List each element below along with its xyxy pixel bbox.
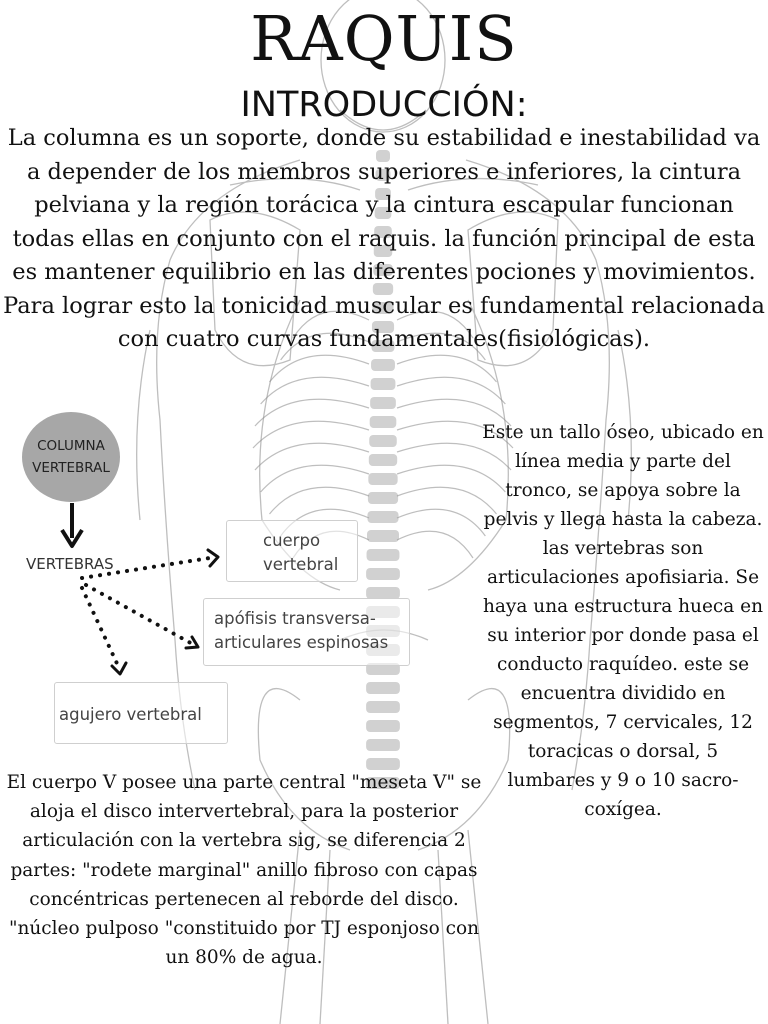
- circle-label-line2: VERTEBRAL: [32, 460, 110, 476]
- page-title: RAQUIS: [250, 2, 518, 75]
- vertebra-shape: [368, 473, 397, 485]
- rib-shape: [261, 377, 369, 404]
- bottom-paragraph: El cuerpo V posee una parte central "meseta V" se aloja el disco intervertebral, para la posterior articulación con la vertebra sig, se diferencia 2 partes: "rodete marginal" anillo fibroso con capas concéntricas pertenecen al reborde del disco. "núcleo pulposo "constituido por TJ esponjoso con un 80% de agua.: [6, 772, 482, 969]
- vertebra-shape: [369, 435, 397, 447]
- vertebra-shape: [366, 682, 400, 694]
- columna-vertebral-circle: [22, 412, 120, 502]
- apofisis-line2: articulares espinosas: [214, 633, 389, 652]
- cuerpo-line1: cuerpo: [263, 531, 321, 550]
- vertebra-shape: [369, 454, 397, 466]
- vertebra-shape: [366, 720, 400, 732]
- section-heading: INTRODUCCIÓN:: [240, 85, 528, 125]
- vertebra-shape: [367, 549, 400, 561]
- apofisis-box: [203, 598, 410, 666]
- rib-shape: [397, 531, 473, 558]
- vertebras-label: VERTEBRAS: [26, 555, 114, 573]
- apofisis-line1: apófisis transversa-: [214, 609, 376, 628]
- cuerpo-line2: vertebral: [263, 555, 339, 574]
- vertebra-shape: [370, 397, 396, 409]
- circle-label-line1: COLUMNA: [37, 438, 105, 454]
- vertebra-shape: [367, 530, 399, 542]
- rib-shape: [397, 509, 485, 536]
- rib-shape: [269, 355, 369, 382]
- agujero-vertebral-box: agujero vertebral: [54, 682, 228, 744]
- intro-paragraph: La columna es un soporte, donde su estabilidad e inestabilidad va a depender de los miembros superiores e inferiores, la cintura pelviana y la región torácica y la cintura escapular funcionan todas ellas en conjunto con el raquis. la función principal de esta es mantener equilibrio en las diferentes pociones y movimientos. Para lograr esto la tonicidad muscular es fundamental relacionada con cuatro curvas fundamentales(fisiológicas).: [3, 125, 765, 352]
- vertebra-shape: [370, 416, 397, 428]
- vertebra-shape: [366, 701, 400, 713]
- vertebra-shape: [367, 511, 398, 523]
- vertebra-shape: [366, 739, 400, 751]
- right-column-paragraph: Este un tallo óseo, ubicado en línea media y parte del tronco, se apoya sobre la pelvis y llega hasta la cabeza. las vertebras son articulaciones apofisiaria. Se haya una estructura hueca en su interior por donde pasa el conducto raquídeo. este se encuentra dividido en segmentos, 7 cervicales, 12 toracicas o dorsal, 5 lumbares y 9 o 10 sacro-coxígea.: [482, 422, 764, 820]
- vertebra-shape: [368, 492, 398, 504]
- vertebra-shape: [371, 359, 395, 371]
- vertebra-shape: [371, 378, 396, 390]
- cuerpo-vertebral-box: [226, 520, 358, 582]
- rib-shape: [397, 377, 505, 404]
- vertebra-shape: [366, 568, 400, 580]
- rib-shape: [397, 355, 497, 382]
